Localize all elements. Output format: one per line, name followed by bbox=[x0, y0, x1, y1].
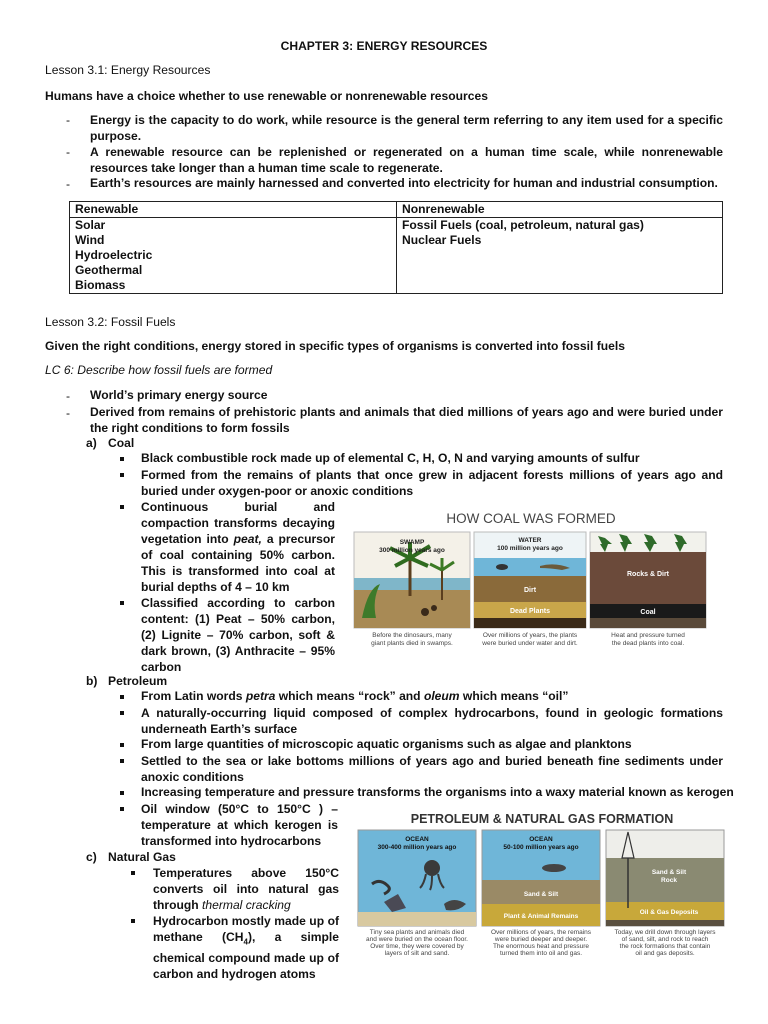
dirt-label: Dirt bbox=[523, 587, 537, 594]
petro-caption-3d: oil and gas deposits. bbox=[635, 950, 695, 957]
resources-table bbox=[69, 201, 723, 294]
renewable-item: Wind bbox=[75, 233, 105, 247]
dash-marker: - bbox=[66, 406, 71, 420]
petroleum-bullet-6: Oil window (50°C to 150°C ) – temperature at which kerogen is transformed into hydrocarbons bbox=[141, 802, 338, 848]
bullet-square bbox=[120, 473, 124, 477]
renewable-item: Geothermal bbox=[75, 263, 143, 277]
bullet-square bbox=[120, 791, 124, 795]
coal-caption-2b: were buried under water and dirt. bbox=[482, 640, 578, 647]
gas-bullet-1: Temperatures above 150°C converts oil into natural gas through thermal cracking bbox=[153, 866, 339, 912]
petro-caption-1d: layers of silt and sand. bbox=[384, 950, 450, 957]
water-panel bbox=[474, 532, 586, 628]
bullet-square bbox=[131, 871, 135, 875]
chapter-title: CHAPTER 3: ENERGY RESOURCES bbox=[280, 39, 488, 53]
nonrenewable-item: Fossil Fuels (coal, petroleum, natural gas) bbox=[402, 218, 644, 232]
petroleum-title: Petroleum bbox=[108, 674, 168, 688]
petroleum-bullet-3: From large quantities of microscopic aquatic organisms such as algae and planktons bbox=[141, 737, 632, 751]
renewable-cell bbox=[70, 218, 397, 294]
petro-caption-3a: Today, we drill down through layers bbox=[614, 929, 716, 936]
sand-silt-label: Sand & Silt bbox=[523, 891, 559, 898]
sand-silt-rock-label-1: Sand & Silt bbox=[651, 869, 687, 876]
coal-caption-1a: Before the dinosaurs, many bbox=[372, 632, 452, 639]
table-header-nonrenewable: Nonrenewable bbox=[397, 202, 723, 218]
coal-formation-figure bbox=[350, 508, 712, 650]
water-label: WATER bbox=[518, 537, 542, 544]
petro-caption-1b: and were buried on the ocean floor. bbox=[366, 936, 468, 943]
petroleum-bullet-4: Settled to the sea or lake bottoms millions of years ago and buried beneath fine sediments under anoxic conditions bbox=[141, 754, 723, 784]
coal-title: Coal bbox=[108, 436, 135, 450]
renewable-item: Biomass bbox=[75, 278, 126, 292]
coal-caption-2a: Over millions of years, the plants bbox=[482, 632, 578, 639]
dead-plants-label: Dead Plants bbox=[509, 608, 551, 615]
swamp-panel bbox=[354, 532, 470, 628]
petro-caption-2b: were buried deeper and deeper. bbox=[494, 936, 588, 943]
lesson1-bullet-3: Earth’s resources are mainly harnessed and converted into electricity for human and industrial consumption. bbox=[90, 176, 718, 190]
lesson2-heading: Given the right conditions, energy stored in specific types of organisms is converted into fossil fuels bbox=[45, 339, 625, 353]
bullet-square bbox=[120, 759, 124, 763]
ocean-label-1: OCEAN bbox=[405, 836, 429, 843]
dash-marker: - bbox=[66, 177, 71, 191]
bullet-square bbox=[120, 601, 124, 605]
lesson2-bullet-2: Derived from remains of prehistoric plants and animals that died millions of years ago and were buried under the right conditions to form fossils bbox=[90, 405, 723, 435]
lesson1-bullet-2: A renewable resource can be replenished or regenerated on a human time scale, while nonrenewable resources take longer than a human time scale to regenerate. bbox=[90, 145, 723, 175]
rocks-dirt-label: Rocks & Dirt bbox=[626, 571, 670, 578]
renewable-item: Hydroelectric bbox=[75, 248, 153, 262]
petro-caption-1c: Over time, they were covered by bbox=[370, 943, 464, 950]
bullet-square bbox=[120, 807, 124, 811]
bullet-square bbox=[120, 695, 124, 699]
lesson2-bullet-1: World’s primary energy source bbox=[90, 388, 268, 402]
learning-competency: LC 6: Describe how fossil fuels are formed bbox=[45, 363, 273, 377]
dash-marker: - bbox=[66, 113, 71, 127]
petroleum-bullet-2: A naturally-occurring liquid composed of complex hydrocarbons, found in geologic formations underneath Earth’s surface bbox=[141, 706, 723, 736]
coal-caption-1b: giant plants died in swamps. bbox=[371, 640, 453, 647]
bullet-square bbox=[120, 743, 124, 747]
petro-caption-2a: Over millions of years, the remains bbox=[490, 929, 592, 936]
lesson1-title: Lesson 3.1: Energy Resources bbox=[45, 63, 211, 77]
petro-caption-2d: turned them into oil and gas. bbox=[499, 950, 583, 957]
lesson1-heading: Humans have a choice whether to use renewable or nonrenewable resources bbox=[45, 89, 488, 103]
coal-bullet-3: Continuous burial and compaction transforms decaying vegetation into peat, a precursor of coal containing 50% carbon. This is transformed into coal at burial depths of 4 – 10 km bbox=[141, 500, 335, 594]
coal-marker: a) bbox=[86, 436, 97, 450]
coal-panel bbox=[590, 532, 706, 628]
lesson2-title: Lesson 3.2: Fossil Fuels bbox=[45, 315, 176, 329]
petro-caption-2c: The enormous heat and pressure bbox=[492, 943, 590, 950]
nonrenewable-cell bbox=[397, 218, 723, 294]
plant-animal-remains-label: Plant & Animal Remains bbox=[503, 913, 579, 920]
drilling-panel bbox=[606, 830, 724, 926]
bullet-square bbox=[120, 505, 124, 509]
dash-marker: - bbox=[66, 389, 71, 403]
ocean-age-2: 50-100 million years ago bbox=[503, 844, 579, 851]
bullet-square bbox=[120, 457, 124, 461]
ocean-label-2: OCEAN bbox=[529, 836, 553, 843]
gas-bullet-2: Hydrocarbon mostly made up of methane $(CH_4)$, a simple chemical compound made up of carbon and hydrogen atoms bbox=[153, 914, 339, 982]
swamp-label: SWAMP bbox=[399, 539, 425, 546]
sand-silt-rock-label-2: Rock bbox=[661, 877, 677, 884]
table-header-renewable: Renewable bbox=[70, 202, 397, 218]
coal-label: Coal bbox=[640, 609, 656, 616]
petroleum-marker: b) bbox=[86, 674, 98, 688]
petroleum-formation-figure bbox=[354, 808, 730, 958]
coal-caption-3b: the dead plants into coal. bbox=[611, 640, 685, 647]
gas-title: Natural Gas bbox=[108, 850, 176, 864]
lesson1-bullet-1: Energy is the capacity to do work, while resource is the general term referring to any item used for a specific purpose. bbox=[90, 113, 723, 143]
ocean-age-1: 300-400 million years ago bbox=[377, 844, 457, 851]
coal-caption-3a: Heat and pressure turned bbox=[611, 632, 685, 639]
dash-marker: - bbox=[66, 145, 71, 159]
bullet-square bbox=[120, 711, 124, 715]
petro-caption-3b: of sand, silt, and rock to reach bbox=[621, 936, 709, 943]
coal-bullet-1: Black combustible rock made up of elemental C, H, O, N and varying amounts of sulfur bbox=[141, 451, 640, 465]
petro-figure-title: PETROLEUM & NATURAL GAS FORMATION bbox=[410, 812, 674, 826]
bullet-square bbox=[131, 919, 135, 923]
coal-bullet-4: Classified according to carbon content: (1) Peat – 50% carbon, (2) Lignite – 70% carbon, soft & dark brown, (3) Anthracite – 95% carbon bbox=[141, 596, 335, 674]
ocean-panel-2 bbox=[482, 830, 600, 926]
petroleum-bullet-5: Increasing temperature and pressure transforms the organisms into a waxy material known as kerogen bbox=[141, 785, 734, 799]
coal-figure-title: HOW COAL WAS FORMED bbox=[446, 511, 616, 526]
petro-caption-1a: Tiny sea plants and animals died bbox=[369, 929, 465, 936]
water-age: 100 million years ago bbox=[497, 545, 563, 552]
gas-marker: c) bbox=[86, 850, 97, 864]
petro-caption-3c: the rock formations that contain bbox=[619, 943, 711, 950]
nonrenewable-item: Nuclear Fuels bbox=[402, 233, 482, 247]
renewable-item: Solar bbox=[75, 218, 106, 232]
coal-bullet-2: Formed from the remains of plants that once grew in adjacent forests millions of years ago and buried under oxygen-poor or anoxic conditions bbox=[141, 468, 723, 498]
swamp-age: 300 million years ago bbox=[379, 547, 445, 554]
oil-gas-deposits-label: Oil & Gas Deposits bbox=[639, 909, 699, 916]
petroleum-bullet-1: From Latin words petra which means “rock” and oleum which means “oil” bbox=[141, 689, 569, 703]
ocean-panel-1 bbox=[358, 830, 476, 926]
